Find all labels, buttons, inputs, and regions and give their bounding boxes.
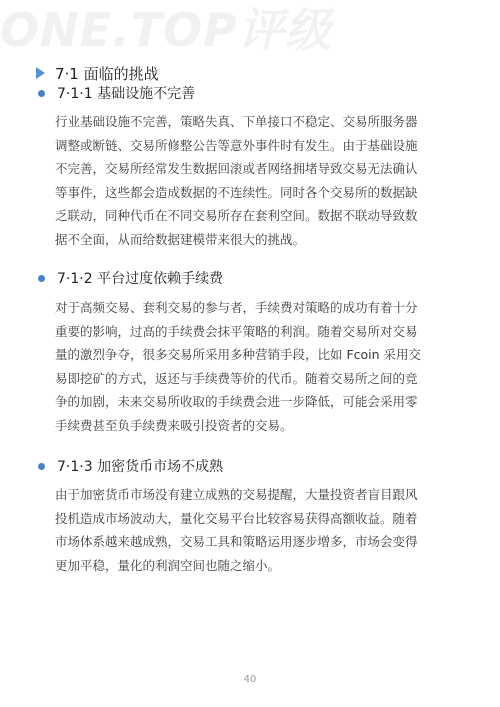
triangle-bullet-icon (36, 67, 45, 79)
subsection-title-text: 7·1·3 加密货币市场不成熟 (57, 459, 224, 475)
paragraph-line: 乏联动，同种代币在不同交易所存在套利空间。数据不联动导致数 (55, 208, 418, 224)
dot-bullet-icon (38, 463, 45, 470)
paragraph-line: 手续费甚至负手续费来吸引投资者的交易。 (55, 417, 293, 433)
subsection-heading-fees (38, 268, 223, 288)
subsection-title-text: 7·1·2 平台过度依赖手续费 (57, 271, 224, 287)
subsection-title-text: 7·1·1 基础设施不完善 (57, 86, 196, 102)
paragraph-infrastructure (55, 110, 455, 252)
watermark-logo: ONE.TOP评级 (0, 3, 332, 57)
paragraph-line: 对于高频交易、套利交易的参与者，手续费对策略的成功有着十分 (55, 300, 418, 315)
paragraph-line: 量的激烈争夺，很多交易所采用多种营销手段，比如 Fcoin 采用交 (55, 347, 422, 363)
paragraph-line: 调整或断链、交易所修整公告等意外事件时有发生。由于基础设施 (55, 137, 418, 153)
paragraph-line: 不完善，交易所经常发生数据回滚或者网络拥堵导致交易无法确认 (55, 161, 418, 177)
paragraph-line: 投机造成市场波动大，量化交易平台比较容易获得高额收益。随着 (55, 510, 418, 526)
dot-bullet-icon (38, 275, 45, 282)
paragraph-fees (55, 296, 455, 438)
section-title-text: 7·1 面临的挑战 (55, 64, 159, 83)
paragraph-market (55, 483, 455, 577)
paragraph-line: 争的加剧，未来交易所收取的手续费会进一步降低，可能会采用零 (55, 394, 418, 410)
section-heading (36, 62, 159, 84)
paragraph-line: 易即挖矿的方式，返还与手续费等价的代币。随着交易所之间的竞 (55, 370, 418, 386)
paragraph-line: 行业基础设施不完善，策略失真、下单接口不稳定、交易所服务器 (55, 114, 418, 129)
page-number: 40 (243, 674, 257, 685)
paragraph-line: 由于加密货币市场没有建立成熟的交易提醒，大量投资者盲目跟风 (55, 487, 418, 502)
paragraph-line: 等事件，这些都会造成数据的不连续性。同时各个交易所的数据缺 (55, 184, 418, 200)
paragraph-line: 重要的影响，过高的手续费会抹平策略的利润。随着交易所对交易 (55, 323, 418, 339)
subsection-heading-market (38, 456, 223, 476)
subsection-heading-infrastructure (38, 83, 195, 103)
paragraph-line: 更加平稳，量化的利润空间也随之缩小。 (55, 557, 281, 573)
dot-bullet-icon (38, 90, 45, 97)
paragraph-line: 据不全面，从而给数据建模带来很大的挑战。 (55, 231, 306, 247)
paragraph-line: 市场体系越来越成熟，交易工具和策略运用逐步增多，市场会变得 (55, 534, 418, 550)
